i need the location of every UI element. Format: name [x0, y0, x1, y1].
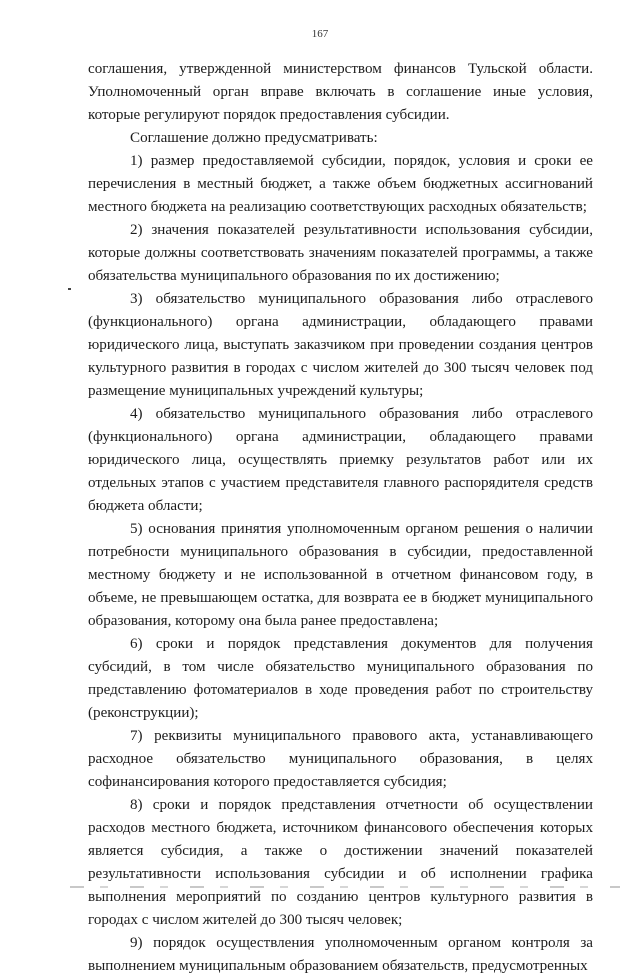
scan-mark [68, 288, 71, 290]
paragraph-7: 5) основания принятия уполномоченным органом решения о наличии потребности муниципального образования в субсидии, предоставленной местному бюджету и не использованной в отчетном финансовом году, в объеме, не превышающем остатка, для возврата ее в бюджет муниципального образования, которому она была ранее предоставлена; [88, 521, 593, 629]
document-body [88, 58, 593, 978]
paragraph-8: 6) сроки и порядок представления документов для получения субсидий, в том числе обязательство муниципального образования по представлению фотоматериалов в ходе проведения работ по строительству (реконструкции); [88, 636, 593, 721]
paragraph-6: 4) обязательство муниципального образования либо отраслевого (функционального) органа администрации, обладающего правами юридического лица, осуществлять приемку результатов работ или их отдельных этапов с участием представителя главного распорядителя средств бюджета области; [88, 406, 593, 514]
paragraph-1: соглашения, утвержденной министерством финансов Тульской области. Уполномоченный орган вправе включать в соглашение иные условия, которые регулируют порядок предоставления субсидии. [88, 61, 593, 123]
paragraph-10: 8) сроки и порядок представления отчетности об осуществлении расходов местного бюджета, источником финансового обеспечения которых является субсидия, а также о достижении значений показателей результативности использования субсидии и об исполнении графика выполнения мероприятий по созданию центров культурного развития в городах с числом жителей до 300 тысяч человек; [88, 797, 593, 928]
paragraph-3: 1) размер предоставляемой субсидии, порядок, условия и сроки ее перечисления в местный бюджет, а также объем бюджетных ассигнований местного бюджета на реализацию соответствующих расходных обязательств; [88, 153, 593, 215]
paragraph-11: 9) порядок осуществления уполномоченным органом контроля за выполнением муниципальным образованием обязательств, предусмотренных [88, 935, 593, 974]
page-number: 167 [311, 28, 329, 40]
paragraph-4: 2) значения показателей результативности использования субсидии, которые должны соответствовать значениям показателей программы, а также обязательства муниципального образования по их достижению; [88, 222, 593, 284]
footer-scan-line [70, 886, 620, 888]
paragraph-9: 7) реквизиты муниципального правового акта, устанавливающего расходное обязательство муниципального образования, в целях софинансирования которого предоставляется субсидия; [88, 728, 593, 790]
paragraph-5: 3) обязательство муниципального образования либо отраслевого (функционального) органа администрации, обладающего правами юридического лица, выступать заказчиком при проведении создания центров культурного развития в городах с числом жителей до 300 тысяч человек под размещение муниципальных учреждений культуры; [88, 291, 593, 399]
paragraph-2: Соглашение должно предусматривать: [130, 130, 378, 146]
